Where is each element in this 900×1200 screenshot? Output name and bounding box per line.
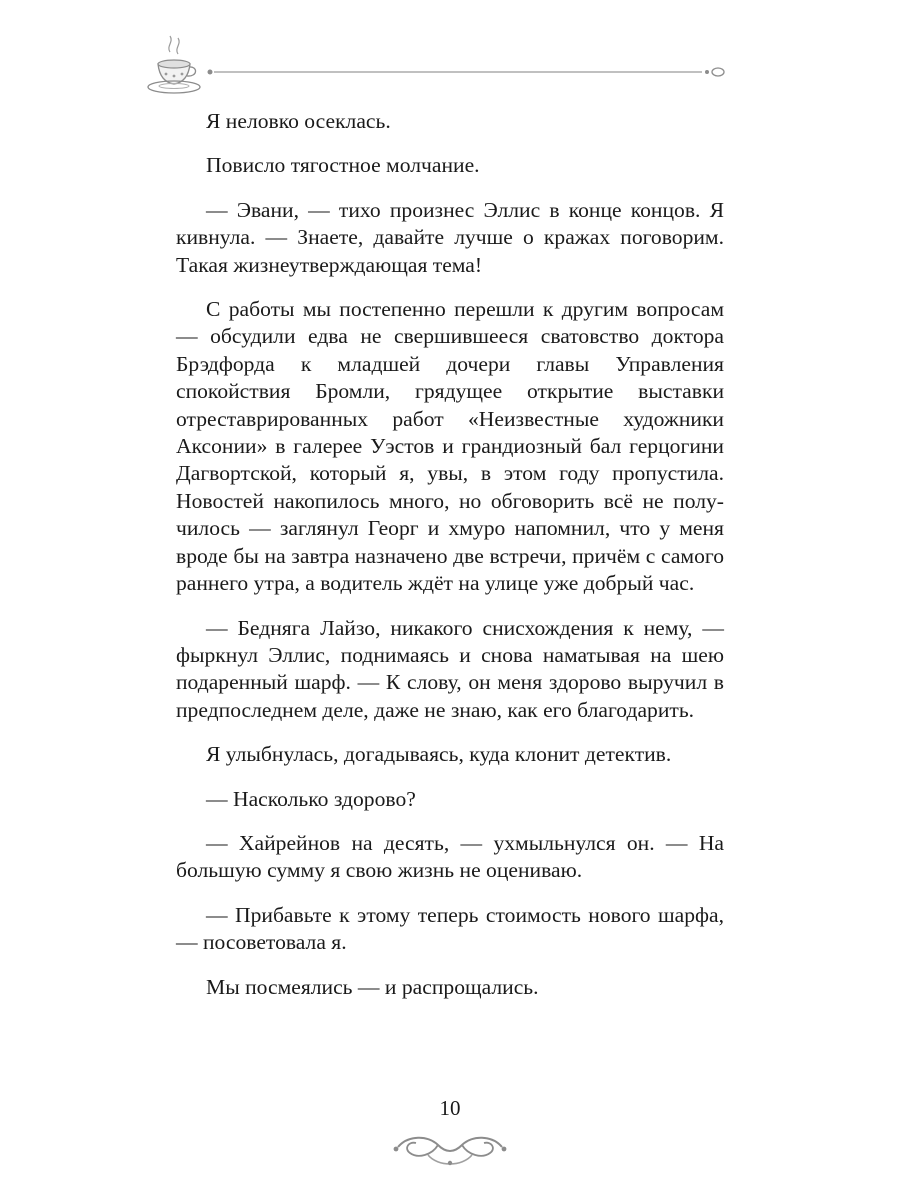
chapter-text <box>176 108 724 1018</box>
paragraph: — Хайрейнов на десять, — ухмыльнулся он. — На большую сумму я свою жизнь не оцениваю. <box>176 830 724 883</box>
paragraph: Я улыбнулась, догадываясь, куда клонит детектив. <box>206 742 672 767</box>
paragraph: Повисло тягостное молчание. <box>206 153 480 178</box>
paragraph: Я неловко осеклась. <box>206 109 391 133</box>
paragraph: — Бедняга Лайзо, никакого снисхождения к нему, — фыркнул Эллис, поднимаясь и снова наматывая на шею подаренный шарф. — К слову, он меня здорово выручил в предпоследнем деле, даже не знаю, как его благодарить. <box>176 615 724 722</box>
paragraph: — Насколько здорово? <box>206 786 416 811</box>
paragraph: С работы мы постепенно перешли к другим вопросам — обсудили едва не свершившееся сватовство доктора Брэдфорда к младшей дочери главы Управления спокойствия Бромли, грядущее открытие выставки отреставрированных работ «Неизвестные художники Аксонии» в галерее Уэстов и грандиозный бал герцогини Дагвортской, который я, увы, в этом году пропустила. Новостей накопилось много, но обговорить всё не получилось — заглянул Георг и хмуро напомнил, что у меня вроде бы на завтра назначено две встречи, причём с самого раннего утра, а водитель ждёт на улице уже добрый час. <box>176 297 724 596</box>
page-header <box>140 30 740 110</box>
paragraph: Мы посмеялись — и распрощались. <box>206 974 539 999</box>
paragraph: — Эвани, — тихо произнес Эллис в конце концов. Я кивнула. — Знаете, давайте лучше о кражах поговорим. Такая жизнеутверждающая тема! <box>176 197 724 277</box>
teacup-icon <box>140 30 212 102</box>
paragraph: — Прибавьте к этому теперь стоимость нового шарфа, — посоветовала я. <box>176 902 724 955</box>
flourish-icon <box>388 1125 512 1173</box>
spoon-rule-icon <box>206 66 726 78</box>
page-number: 10 <box>439 1096 461 1120</box>
